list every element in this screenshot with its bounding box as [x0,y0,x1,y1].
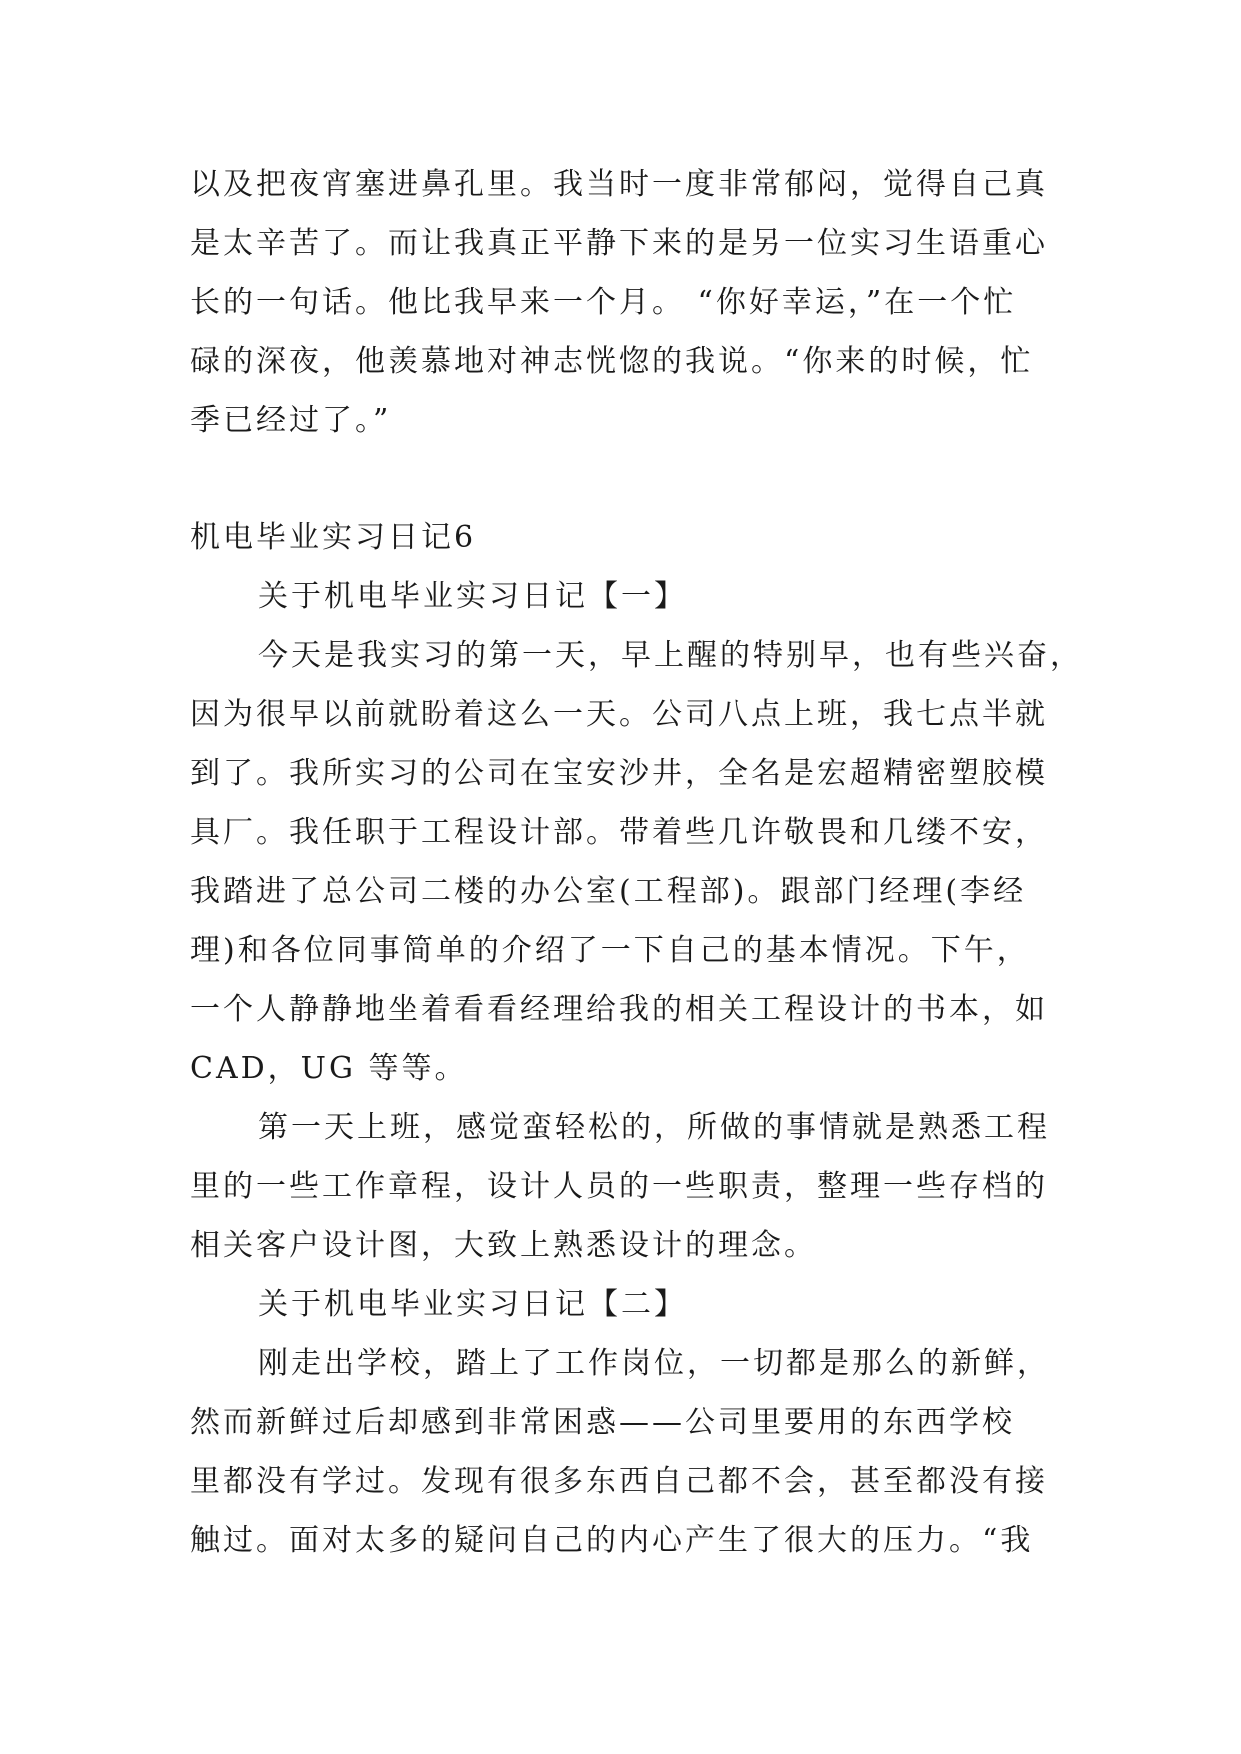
text-line: 刚走出学校，踏上了工作岗位，一切都是那么的新鲜， [258,1346,1050,1381]
text-line: 以及把夜宵塞进鼻孔里。我当时一度非常郁闷，觉得自己真 [190,167,1048,202]
diary-entry-1 [190,567,1083,1275]
section-heading-block [190,508,1050,567]
diary-entry-2 [190,1275,1050,1570]
continued-paragraph [190,155,1050,450]
text-line: CAD，UG 等等。 [190,1051,468,1086]
text-line: 里的一些工作章程，设计人员的一些职责，整理一些存档的 [190,1169,1048,1204]
text-line: 因为很早以前就盼着这么一天。公司八点上班，我七点半就 [190,697,1048,732]
text-line: 理)和各位同事简单的介绍了一下自己的基本情况。下午， [190,933,1030,968]
text-line: 相关客户设计图，大致上熟悉设计的理念。 [190,1228,817,1263]
text-line: 然而新鲜过后却感到非常困惑——公司里要用的东西学校 [190,1405,1015,1440]
text-line: 今天是我实习的第一天，早上醒的特别早，也有些兴奋， [258,638,1083,673]
text-line: 长的一句话。他比我早来一个月。 “你好幸运，”在一个忙 [190,285,1017,320]
text-line: 季已经过了。” [190,403,392,438]
text-line: 碌的深夜，他羡慕地对神志恍惚的我说。“你来的时候，忙 [190,344,1034,379]
text-line: 到了。我所实习的公司在宝安沙井，全名是宏超精密塑胶模 [190,756,1048,791]
entry-title: 关于机电毕业实习日记【二】 [258,1287,687,1322]
text-line: 触过。面对太多的疑问自己的内心产生了很大的压力。“我 [190,1523,1034,1558]
text-line: 第一天上班，感觉蛮轻松的，所做的事情就是熟悉工程 [258,1110,1050,1145]
text-line: 我踏进了总公司二楼的办公室(工程部)。跟部门经理(李经 [190,874,1027,909]
text-line: 是太辛苦了。而让我真正平静下来的是另一位实习生语重心 [190,226,1048,261]
text-line: 里都没有学过。发现有很多东西自己都不会，甚至都没有接 [190,1464,1048,1499]
entry-title: 关于机电毕业实习日记【一】 [258,579,687,614]
text-line: 具厂。我任职于工程设计部。带着些几许敬畏和几缕不安， [190,815,1048,850]
text-line: 一个人静静地坐着看看经理给我的相关工程设计的书本，如 [190,992,1048,1027]
section-heading: 机电毕业实习日记6 [190,520,477,555]
